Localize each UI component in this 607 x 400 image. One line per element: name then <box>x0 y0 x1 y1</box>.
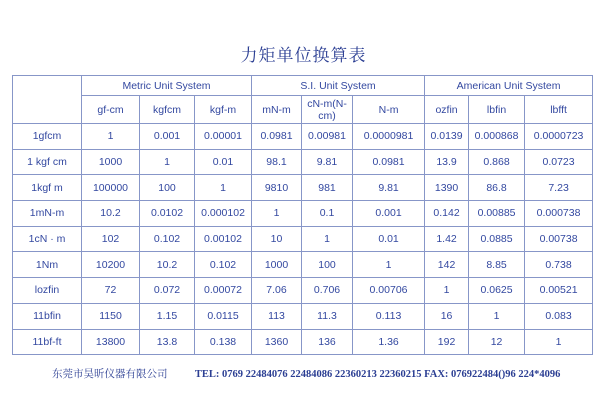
table-cell: 0.102 <box>195 252 252 278</box>
table-row <box>13 226 593 252</box>
table-cell: 0.113 <box>353 303 425 329</box>
table-cell: 0.0981 <box>353 149 425 175</box>
table-cell: 10200 <box>82 252 140 278</box>
table-cell: 1 <box>469 303 525 329</box>
unit-header: lbfft <box>525 96 593 124</box>
table-cell: 0.001 <box>140 124 195 150</box>
table-cell: 13800 <box>82 329 140 355</box>
table-cell: 11.3 <box>302 303 353 329</box>
table-cell: 0.001 <box>353 201 425 227</box>
table-cell: 102 <box>82 226 140 252</box>
row-label: 1 kgf cm <box>13 149 82 175</box>
row-label: 1Nm <box>13 252 82 278</box>
table-cell: 100000 <box>82 175 140 201</box>
table-cell: 86.8 <box>469 175 525 201</box>
table-cell: 1000 <box>252 252 302 278</box>
table-cell: 1 <box>140 149 195 175</box>
table-row <box>13 252 593 278</box>
table-cell: 0.000868 <box>469 124 525 150</box>
table-cell: 8.85 <box>469 252 525 278</box>
table-cell: 10 <box>252 226 302 252</box>
table-cell: 13.9 <box>425 149 469 175</box>
table-cell: 9810 <box>252 175 302 201</box>
group-header-si: S.I. Unit System <box>252 76 425 96</box>
table-cell: 0.138 <box>195 329 252 355</box>
table-cell: 1150 <box>82 303 140 329</box>
row-label: 1kgf m <box>13 175 82 201</box>
table-cell: 0.706 <box>302 278 353 304</box>
table-cell: 0.00521 <box>525 278 593 304</box>
table-row <box>13 303 593 329</box>
table-cell: 1 <box>425 278 469 304</box>
contact-info: TEL: 0769 22484076 22484086 22360213 22360215 FAX: 076922484()96 224*4096 <box>194 369 561 380</box>
table-cell: 1390 <box>425 175 469 201</box>
table-cell: 0.00102 <box>195 226 252 252</box>
unit-header: ozfin <box>425 96 469 124</box>
table-cell: 72 <box>82 278 140 304</box>
table-cell: 100 <box>140 175 195 201</box>
row-label: 11bf-ft <box>13 329 82 355</box>
company-name: 东莞市昊昕仪器有限公司 <box>52 368 168 380</box>
table-cell: 0.0102 <box>140 201 195 227</box>
table-cell: 9.81 <box>302 149 353 175</box>
table-row <box>13 149 593 175</box>
table-cell: 0.00981 <box>302 124 353 150</box>
table-cell: 16 <box>425 303 469 329</box>
table-cell: 1 <box>302 226 353 252</box>
table-cell: 0.00738 <box>525 226 593 252</box>
unit-header: kgf-m <box>195 96 252 124</box>
table-cell: 1.42 <box>425 226 469 252</box>
footer <box>52 366 560 381</box>
table-cell: 7.23 <box>525 175 593 201</box>
table-row <box>13 329 593 355</box>
row-label: 1gfcm <box>13 124 82 150</box>
table-cell: 1 <box>525 329 593 355</box>
table-cell: 98.1 <box>252 149 302 175</box>
table-cell: 100 <box>302 252 353 278</box>
table-cell: 1000 <box>82 149 140 175</box>
table-cell: 0.000738 <box>525 201 593 227</box>
table-cell: 0.0139 <box>425 124 469 150</box>
table-cell: 981 <box>302 175 353 201</box>
table-cell: 0.0625 <box>469 278 525 304</box>
row-label: 1cN · m <box>13 226 82 252</box>
table-row <box>13 175 593 201</box>
group-header-row <box>13 76 593 96</box>
table-cell: 1.36 <box>353 329 425 355</box>
group-header-american: American Unit System <box>425 76 593 96</box>
corner-cell <box>13 76 82 124</box>
table-cell: 0.01 <box>195 149 252 175</box>
table-cell: 1 <box>82 124 140 150</box>
unit-header: gf-cm <box>82 96 140 124</box>
table-cell: 0.0000981 <box>353 124 425 150</box>
table-cell: 12 <box>469 329 525 355</box>
table-cell: 10.2 <box>82 201 140 227</box>
table-cell: 1 <box>195 175 252 201</box>
unit-header: kgfcm <box>140 96 195 124</box>
row-label: lozfin <box>13 278 82 304</box>
table-row <box>13 124 593 150</box>
table-cell: 1.15 <box>140 303 195 329</box>
group-header-metric: Metric Unit System <box>82 76 252 96</box>
table-cell: 0.0115 <box>195 303 252 329</box>
unit-header: lbfin <box>469 96 525 124</box>
table-cell: 9.81 <box>353 175 425 201</box>
table-cell: 192 <box>425 329 469 355</box>
table-cell: 13.8 <box>140 329 195 355</box>
table-cell: 10.2 <box>140 252 195 278</box>
torque-conversion-table <box>12 75 593 355</box>
unit-header: mN-m <box>252 96 302 124</box>
table-cell: 0.00706 <box>353 278 425 304</box>
table-cell: 0.0000723 <box>525 124 593 150</box>
table-cell: 0.072 <box>140 278 195 304</box>
table-cell: 142 <box>425 252 469 278</box>
page-title: 力矩单位换算表 <box>240 46 367 66</box>
table-body <box>13 124 593 355</box>
unit-header: N-m <box>353 96 425 124</box>
table-cell: 0.01 <box>353 226 425 252</box>
table-cell: 7.06 <box>252 278 302 304</box>
table-cell: 1 <box>353 252 425 278</box>
table-cell: 0.000102 <box>195 201 252 227</box>
row-label: 11bfin <box>13 303 82 329</box>
table-cell: 0.102 <box>140 226 195 252</box>
table-cell: 136 <box>302 329 353 355</box>
table-cell: 0.738 <box>525 252 593 278</box>
table-cell: 113 <box>252 303 302 329</box>
row-label: 1mN-m <box>13 201 82 227</box>
unit-header-row <box>13 96 593 124</box>
table-cell: 0.083 <box>525 303 593 329</box>
table-row <box>13 201 593 227</box>
table-cell: 0.00001 <box>195 124 252 150</box>
table-cell: 0.868 <box>469 149 525 175</box>
table-cell: 0.0723 <box>525 149 593 175</box>
table-cell: 0.1 <box>302 201 353 227</box>
table-cell: 0.142 <box>425 201 469 227</box>
table-cell: 0.00885 <box>469 201 525 227</box>
table-cell: 1 <box>252 201 302 227</box>
table-cell: 0.0885 <box>469 226 525 252</box>
table-cell: 1360 <box>252 329 302 355</box>
unit-header: cN-m(N-cm) <box>302 96 353 124</box>
table-cell: 0.00072 <box>195 278 252 304</box>
table-cell: 0.0981 <box>252 124 302 150</box>
table-row <box>13 278 593 304</box>
